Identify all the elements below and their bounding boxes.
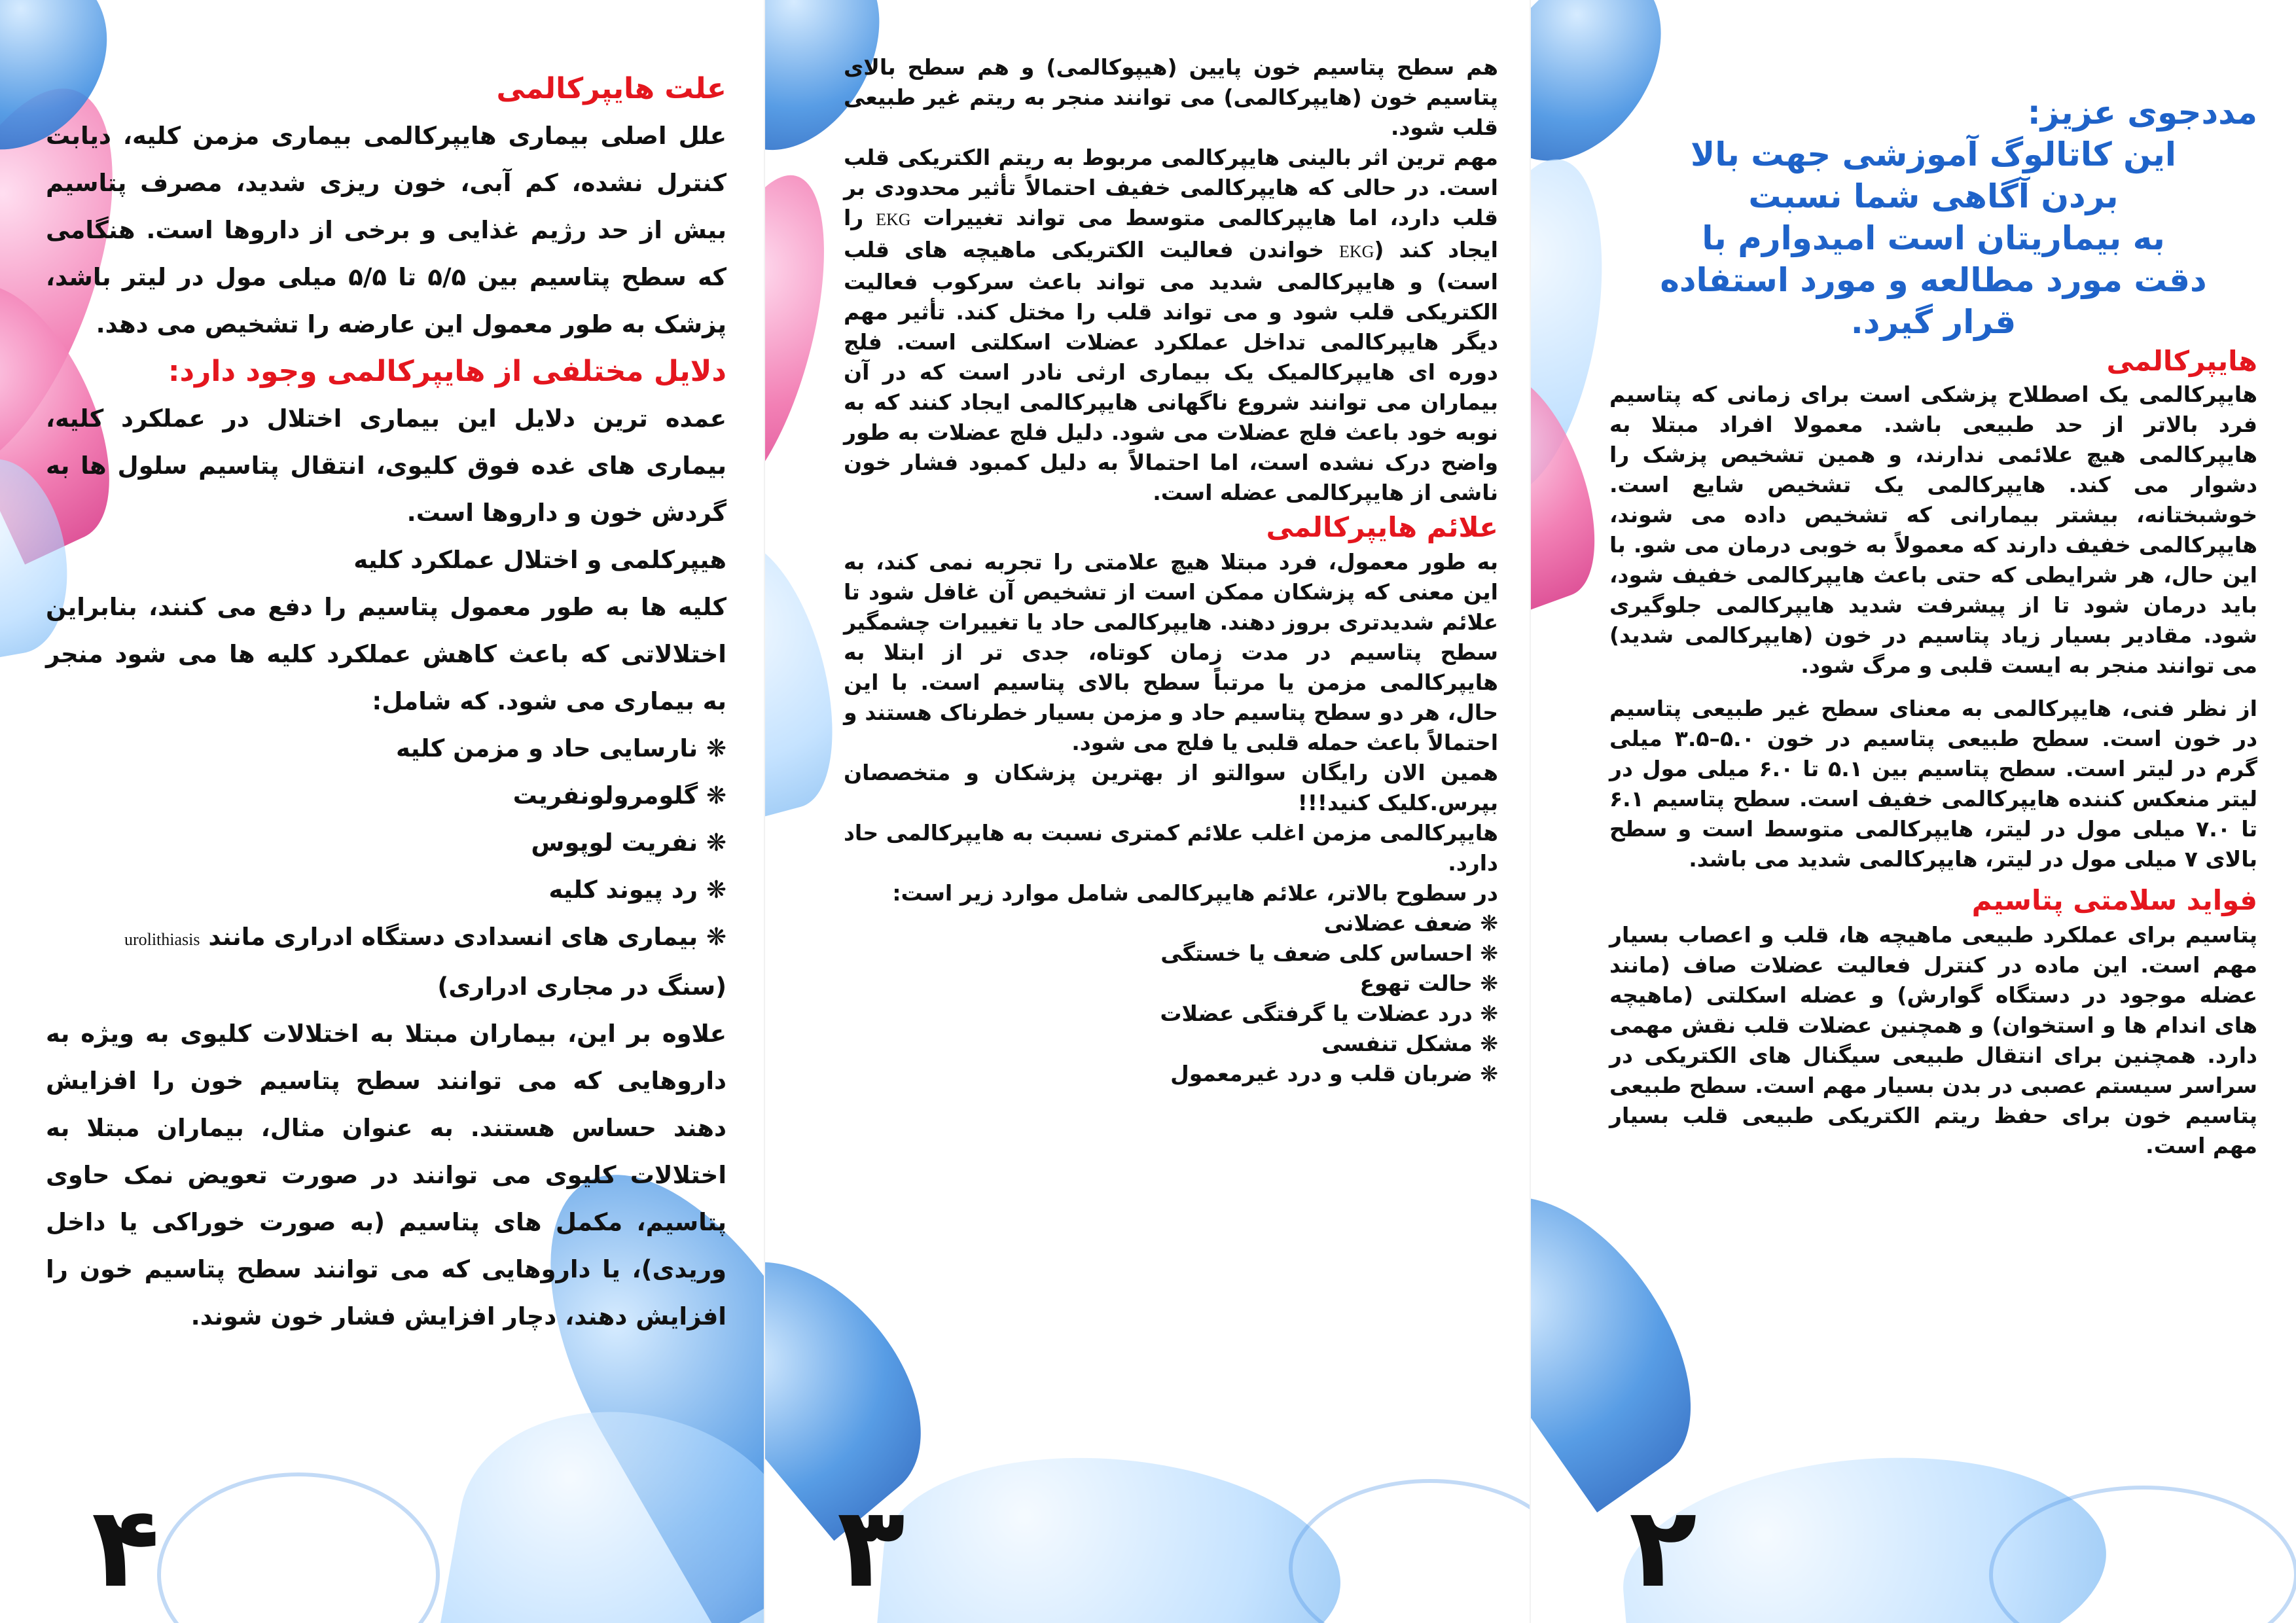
obstructive-note: (سنگ در مجاری ادراری) [437,972,726,1001]
list-item: ❋ گلومرولونفریت [46,772,726,819]
ekg-term: EKG [1338,242,1374,261]
greeting-title: مددجوی عزیز: [2027,94,2257,132]
panel-3-content [844,52,1498,1089]
reasons-paragraph: عمده ترین دلایل این بیماری اختلال در عملکرد کلیه، بیماری های غده فوق کلیوی، انتقال پتاسیم سلول ها به گردش خون و داروها است. [46,404,726,527]
symptoms-paragraph-4: در سطوح بالاتر، علائم هایپرکالمی شامل موارد زیر است: [892,880,1498,906]
intro-line: به بیماریتان است امیدوارم با [1702,219,2165,257]
flower-petal-decoration [765,161,853,520]
list-item: ❋ رد پیوند کلیه [46,866,726,914]
benefits-paragraph: پتاسیم برای عملکرد طبیعی ماهیچه ها، قلب و اعصاب بسیار مهم است. این ماده در کنترل فعالیت عضلات صاف (مانند عضله موجود در دستگاه گوارش) و عضله اسکلتی (ماهیچه های اندام ها و استخوان) و همچنین عضلات قلب نقش مهمی دارد. همچنین برای انتقال طبیعی سیگنال های الکتریکی در سراسر سیستم عصبی در بدن بسیار مهم است. سطح طبیعی پتاسیم خون برای حفظ ریتم الکتریکی طبیعی قلب بسیار مهم است. [1609,922,2257,1158]
symptoms-paragraph-2: همین الان رایگان سوالتو از بهترین پزشکان و متخصصان بپرس.کلیک کنید!!! [844,760,1498,815]
panel-4-content [46,65,726,1340]
ekg-term: EKG [876,210,911,229]
list-item: ❋ ضعف عضلانی [844,908,1498,938]
list-item [46,914,726,963]
panel-page-2 [1531,0,2296,1623]
page-number: ۲ [1629,1483,1697,1613]
effects-text-3: خواندن فعالیت الکتریکی ماهیچه های قلب است) و هایپرکالمی شدید می تواند باعث سرکوب فعالیت الکتریکی قلب شود و می تواند قلب را مختل کند. تأثیر مهم دیگر هایپرکالمی تداخل عملکرد عضلات اسکلتی است. فلج دوره ای هایپرکالمیک یک بیماری ارثی نادر است که در آن بیماران می توانند شروع ناگهانی هایپرکالمی ایجاد کنند که به نوبه خود باعث فلج عضلات می شود. دلیل فلج عضلات به طور واضح درک نشده است، اما احتمالاً به دلیل کمبود فشار خون ناشی از هایپرکالمی عضله است. [844,237,1498,505]
kidney-paragraph: کلیه ها به طور معمول پتاسیم را دفع می کنند، بنابراین اختلالاتی که باعث کاهش عملکرد کلیه ها می شود منجر به بیماری می شود. که شامل: [46,593,726,715]
intro-line: دقت مورد مطالعه و مورد استفاده [1660,261,2207,299]
drugs-paragraph: علاوه بر این، بیماران مبتلا به اختلالات کلیوی به ویژه به داروهایی که می توانند سطح پتاسیم خون را افزایش دهند حساس هستند. به عنوان مثال، بیماران مبتلا به اختلالات کلیوی می توانند در صورت تعویض نمک حاوی پتاسیم، مکمل های پتاسیم (به صورت خوراکی یا داخل وریدی)، یا داروهایی که می توانند سطح پتاسیم خون را افزایش دهند، دچار افزایش فشار خون شوند. [46,1020,726,1330]
intro-line: قرار گیرد. [1850,303,2017,341]
symptoms-paragraph-3: هایپرکالمی مزمن اغلب علائم کمتری نسبت به هایپرکالمی حاد دارد. [844,820,1498,876]
intro-line: این کاتالوگ آموزشی جهت بالا [1691,135,2176,173]
list-item: ❋ مشکل تنفسی [844,1029,1498,1059]
flower-petal-decoration [874,1440,1350,1623]
list-item: ❋ درد عضلات یا گرفتگی عضلات [844,999,1498,1029]
list-item: ❋ حالت تهوع [844,969,1498,999]
panel-page-4 [0,0,765,1623]
heading-benefits: فواید سلامتی پتاسیم [1971,884,2257,916]
heading-symptoms: علائم هایپرکالمی [1266,511,1498,543]
heading-reasons: دلایل مختلفی از هایپرکالمی وجود دارد: [168,355,726,388]
symptoms-list [844,908,1498,1089]
causes-paragraph: علل اصلی بیماری هایپرکالمی بیماری مزمن کلیه، دیابت کنترل نشده، کم آبی، خون ریزی شدید، مصرف پتاسیم بیش از حد رژیم غذایی و برخی از داروها است. هنگامی که سطح پتاسیم بین ۵/۵ تا ۵/۵ میلی مول در لیتر باشد، پزشک به طور معمول این عارضه را تشخیص می دهد. [46,122,726,338]
panel-2-content [1609,92,2257,1161]
heading-hyperkalemia: هایپرکالمی [2106,345,2257,377]
subheading-kidney: هیپرکلمی و اختلال عملکرد کلیه [353,546,726,574]
intro-block [1609,134,2257,343]
flower-petal-decoration [1531,1158,1736,1512]
effects-text-2: را ایجاد کند ( [844,205,1498,262]
kidney-disease-list [46,725,726,963]
list-item: ❋ نفریت لوپوس [46,819,726,866]
obstructive-item: بیماری های انسدادی دستگاه ادراری مانند [208,923,698,951]
effects-text-1: مهم ترین اثر بالینی هایپرکالمی مربوط به ریتم الکتریکی قلب است. در حالی که هایپرکالمی خفیف احتمالاً تأثیر محدودی بر قلب دارد، اما هایپرکالمی متوسط می تواند تغییرات [844,145,1498,230]
intro-line: بردن آگاهی شما نسبت [1748,177,2119,215]
effects-paragraph [844,143,1498,508]
swirl-decoration [1289,1479,1531,1623]
symptoms-paragraph-1: به طور معمول، فرد مبتلا هیچ علامتی را تجربه نمی کند، به این معنی که پزشکان ممکن است از تشخیص آن غافل شود تا علائم شدیدتری بروز دهند. هایپرکالمی حاد یا تغییرات چشمگیر سطح پتاسیم در مدت زمان کوتاه، جدی تر از ابتلا به هایپرکالمی مزمن یا مرتباً سطح بالای پتاسیم است. با این حال، هر دو سطح پتاسیم حاد و مزمن بسیار خطرناک هستند و احتمالاً باعث حمله قلبی یا فلج می شود. [844,549,1498,755]
urolithiasis-term: urolithiasis [124,930,200,949]
list-item: ❋ احساس کلی ضعف یا خستگی [844,938,1498,969]
page-number: ۴ [92,1483,160,1613]
technical-paragraph: از نظر فنی، هایپرکالمی به معنای سطح غیر طبیعی پتاسیم در خون است. سطح طبیعی پتاسیم در خون ۵.۰–۳.۵ میلی گرم در لیتر است. سطح پتاسیم بین ۵.۱ تا ۶.۰ میلی مول در لیتر منعکس کننده هایپرکالمی خفیف است. سطح پتاسیم ۶.۱ تا ۷.۰ میلی مول در لیتر، هایپرکالمی متوسط است و سطح بالای ۷ میلی مول در لیتر، هایپرکالمی شدید می باشد. [1609,696,2258,872]
panel-page-3 [765,0,1531,1623]
heading-causes: علت هایپرکالمی [496,72,726,105]
list-item: ❋ نارسایی حاد و مزمن کلیه [46,725,726,772]
intro-paragraph: هم سطح پتاسیم خون پایین (هیپوکالمی) و هم سطح بالای پتاسیم خون (هایپرکالمی) می توانند منجر به ریتم غیر طبیعی قلب شود. [844,54,1498,140]
hyperkalemia-paragraph: هایپرکالمی یک اصطلاح پزشکی است برای زمانی که پتاسیم فرد بالاتر از حد طبیعی باشد. معمولا افراد مبتلا به هایپرکالمی هیچ علائمی ندارند، و همین تشخیص پزشک را دشوار می کند. هایپرکالمی یک تشخیص شایع است. خوشبختانه، بیشتر بیمارانی که تشخیص داده می شوند، هایپرکالمی خفیف دارند که معمولاً به خوبی درمان می شو. با این حال، هر شرایطی که حتی باعث هایپرکالمی خفیف شود، باید درمان شود تا از پیشرفت شدید هایپرکالمی جلوگیری شود. مقادیر بسیار زیاد پتاسیم در خون (هایپرکالمی شدید) می توانند منجر به ایست قلبی و مرگ شود. [1609,382,2257,678]
swirl-decoration [157,1472,440,1623]
list-item: ❋ ضربان قلب و درد غیرمعمول [844,1059,1498,1089]
page-number: ۳ [837,1483,905,1613]
